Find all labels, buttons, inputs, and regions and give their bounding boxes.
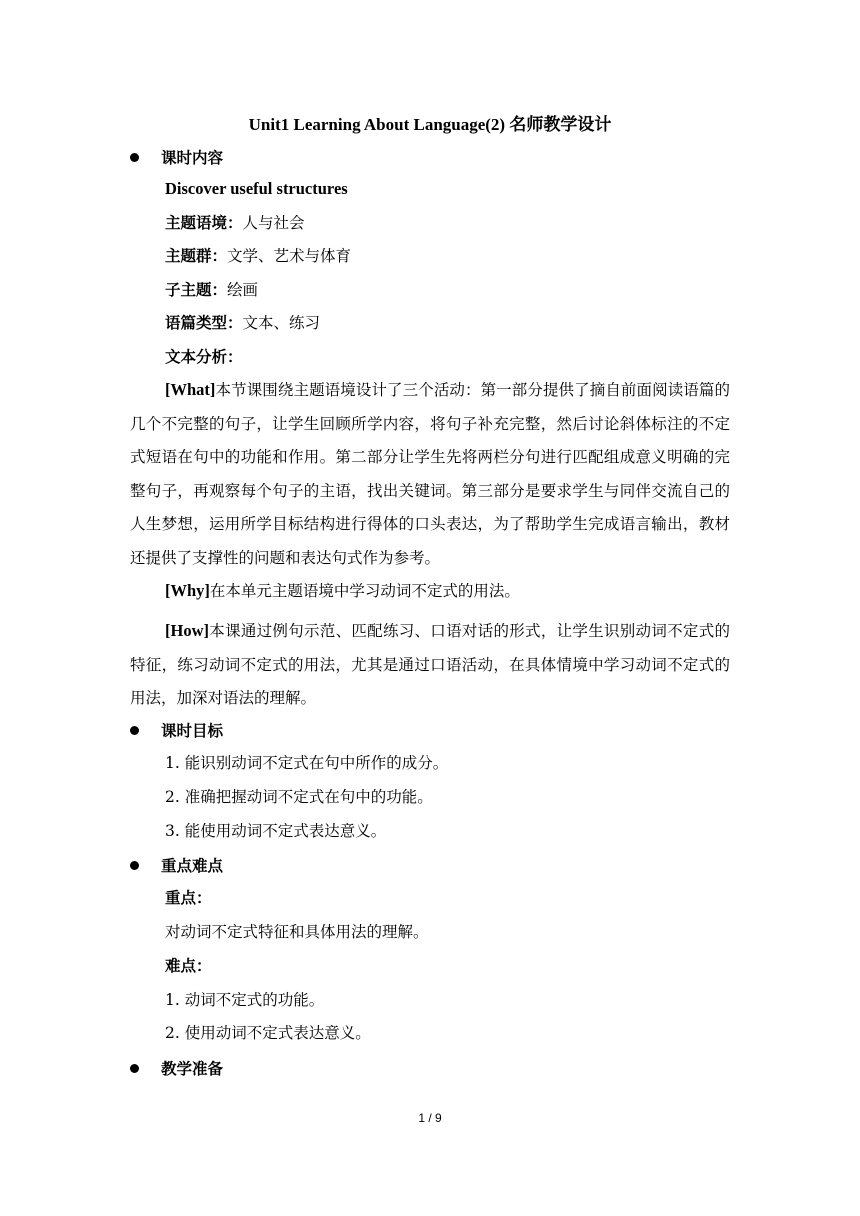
section-heading-key-points <box>130 853 223 877</box>
field-text-analysis: 文本分析： <box>165 348 243 366</box>
paragraph-how: [How]本课通过例句示范、匹配练习、口语对话的形式，让学生识别动词不定式的特征，练习动词不定式的用法，尤其是通过口语活动，在具体情境中学习动词不定式的用法，加深对语法的理解。 <box>130 621 730 707</box>
section-heading-text: 课时目标 <box>161 722 224 740</box>
field-theme-context: 主题语境：人与社会 <box>165 214 305 232</box>
section-heading-text: 教学准备 <box>161 1060 224 1078</box>
section-heading-lesson-goals <box>130 718 223 742</box>
goal-item: 3. 能使用动词不定式表达意义。 <box>165 822 387 840</box>
section-heading-teaching-prep <box>130 1056 223 1080</box>
bullet-icon <box>130 153 139 162</box>
paragraph-what: [What]本节课围绕主题语境设计了三个活动：第一部分提供了摘自前面阅读语篇的几个不完整的句子，让学生回顾所学内容，将句子补充完整，然后讨论斜体标注的不定式短语在句中的功能和作用。第二部分让学生先将两栏分句进行匹配组成意义明确的完整句子，再观察每个句子的主语，找出关键词。第三部分是要求学生与同伴交流自己的人生梦想，运用所学目标结构进行得体的口头表达，为了帮助学生完成语言输出，教材还提供了支撑性的问题和表达句式作为参考。 <box>130 380 730 567</box>
goal-item: 2. 准确把握动词不定式在句中的功能。 <box>165 788 433 806</box>
bullet-icon <box>130 726 139 735</box>
field-theme-group: 主题群：文学、艺术与体育 <box>165 247 352 265</box>
key-point-text: 对动词不定式特征和具体用法的理解。 <box>165 923 429 941</box>
difficulty-label: 难点： <box>165 957 212 975</box>
paragraph-why: [Why]在本单元主题语境中学习动词不定式的用法。 <box>165 581 520 600</box>
section-heading-lesson-content <box>130 145 223 169</box>
bullet-icon <box>130 1064 139 1073</box>
section-heading-text: 课时内容 <box>161 149 224 167</box>
document-title: Unit1 Learning About Language(2) 名师教学设计 <box>248 115 612 134</box>
field-text-type: 语篇类型：文本、练习 <box>165 314 321 332</box>
section-heading-text: 重点难点 <box>161 857 224 875</box>
bullet-icon <box>130 861 139 870</box>
field-sub-theme: 子主题：绘画 <box>165 281 259 299</box>
page-number: 1 / 9 <box>418 1111 442 1125</box>
goal-item: 1. 能识别动词不定式在句中所作的成分。 <box>165 754 449 772</box>
difficulty-item: 2. 使用动词不定式表达意义。 <box>165 1024 371 1042</box>
key-point-label: 重点： <box>165 889 212 907</box>
lesson-subtitle: Discover useful structures <box>165 179 348 198</box>
difficulty-item: 1. 动词不定式的功能。 <box>165 991 325 1009</box>
